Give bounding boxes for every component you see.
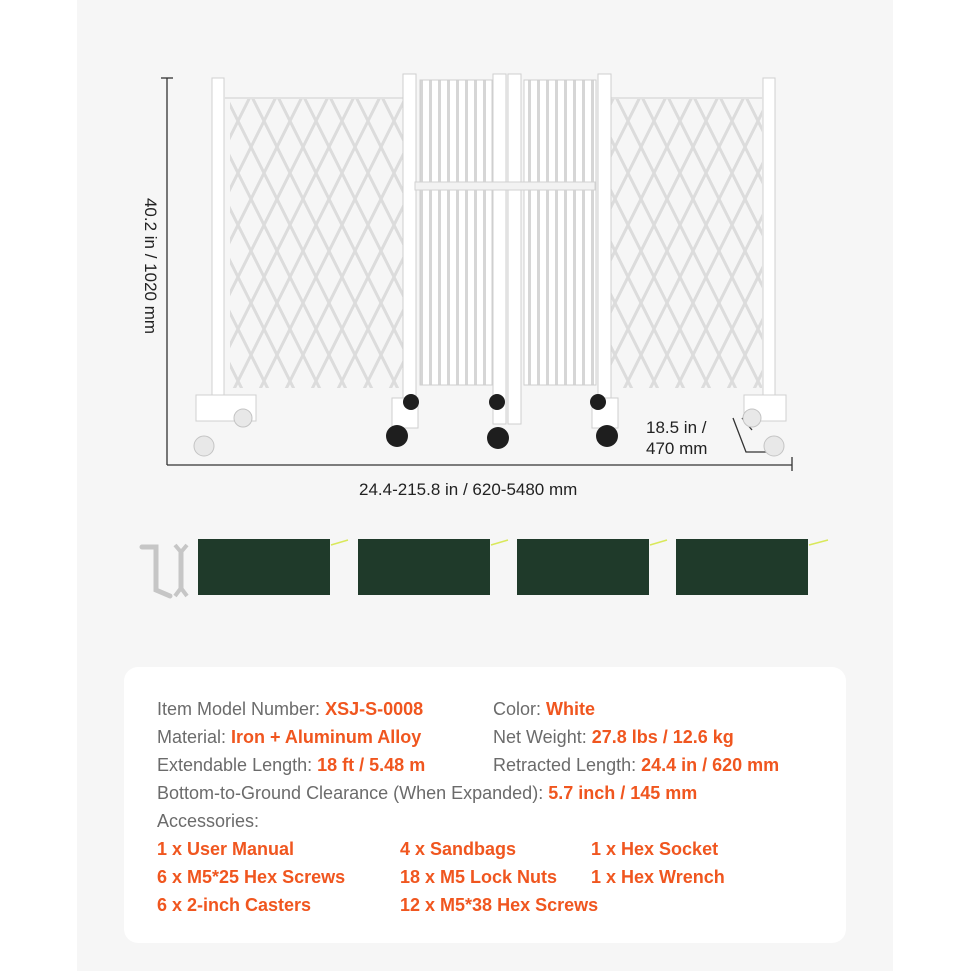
weight-label: Net Weight: — [493, 727, 592, 747]
spec-material — [157, 726, 421, 748]
accessory-item: 6 x 2-inch Casters — [157, 895, 312, 915]
weight-value: 27.8 lbs / 12.6 kg — [591, 727, 734, 747]
model-label: Item Model Number: — [157, 699, 326, 719]
material-label: Material: — [157, 727, 232, 747]
accessory-item: 18 x M5 Lock Nuts — [400, 867, 558, 887]
model-value: XSJ-S-0008 — [325, 699, 424, 719]
extendable-label: Extendable Length: — [157, 755, 318, 775]
clearance-label: Bottom-to-Ground Clearance (When Expanded): — [157, 783, 549, 803]
open-wrench-icon — [175, 545, 187, 596]
left-scissor-section — [194, 78, 410, 456]
height-dimension-line — [161, 78, 173, 465]
spec-clearance — [157, 782, 697, 804]
spec-extendable — [157, 754, 425, 776]
center-folded-sections — [386, 74, 618, 449]
sandbag-4 — [676, 539, 828, 595]
accessory-item: 12 x M5*38 Hex Screws — [400, 895, 599, 915]
retracted-value: 24.4 in / 620 mm — [641, 755, 780, 775]
accessories-heading — [157, 810, 259, 832]
sandbag-2 — [358, 539, 508, 595]
length-dimension-label: 24.4-215.8 in / 620-5480 mm — [359, 480, 578, 499]
extendable-value: 18 ft / 5.48 m — [317, 755, 426, 775]
wheel-dimension-label-2: 470 mm — [646, 439, 708, 458]
clearance-value: 5.7 inch / 145 mm — [548, 783, 698, 803]
material-value: Iron + Aluminum Alloy — [231, 727, 422, 747]
length-dimension-line — [167, 457, 792, 471]
height-dimension-label: 40.2 in / 1020 mm — [141, 197, 160, 335]
spec-model — [157, 698, 423, 720]
accessory-item: 6 x M5*25 Hex Screws — [157, 867, 346, 887]
color-label: Color: — [493, 699, 547, 719]
wheel-dimension-label-1: 18.5 in / — [646, 418, 707, 437]
spec-retracted — [493, 754, 779, 776]
spec-weight — [493, 726, 734, 748]
accessory-item: 1 x Hex Wrench — [591, 867, 725, 887]
spec-color — [493, 698, 595, 720]
hex-wrench-icon — [142, 547, 170, 596]
color-value: White — [546, 699, 596, 719]
accessory-item: 1 x User Manual — [157, 839, 295, 859]
sandbag-1 — [198, 539, 348, 595]
accessories-label: Accessories: — [157, 811, 260, 831]
sandbag-3 — [517, 539, 667, 595]
retracted-label: Retracted Length: — [493, 755, 642, 775]
accessory-item: 4 x Sandbags — [400, 839, 517, 859]
right-scissor-section — [608, 78, 786, 456]
accessory-item: 1 x Hex Socket — [591, 839, 719, 859]
